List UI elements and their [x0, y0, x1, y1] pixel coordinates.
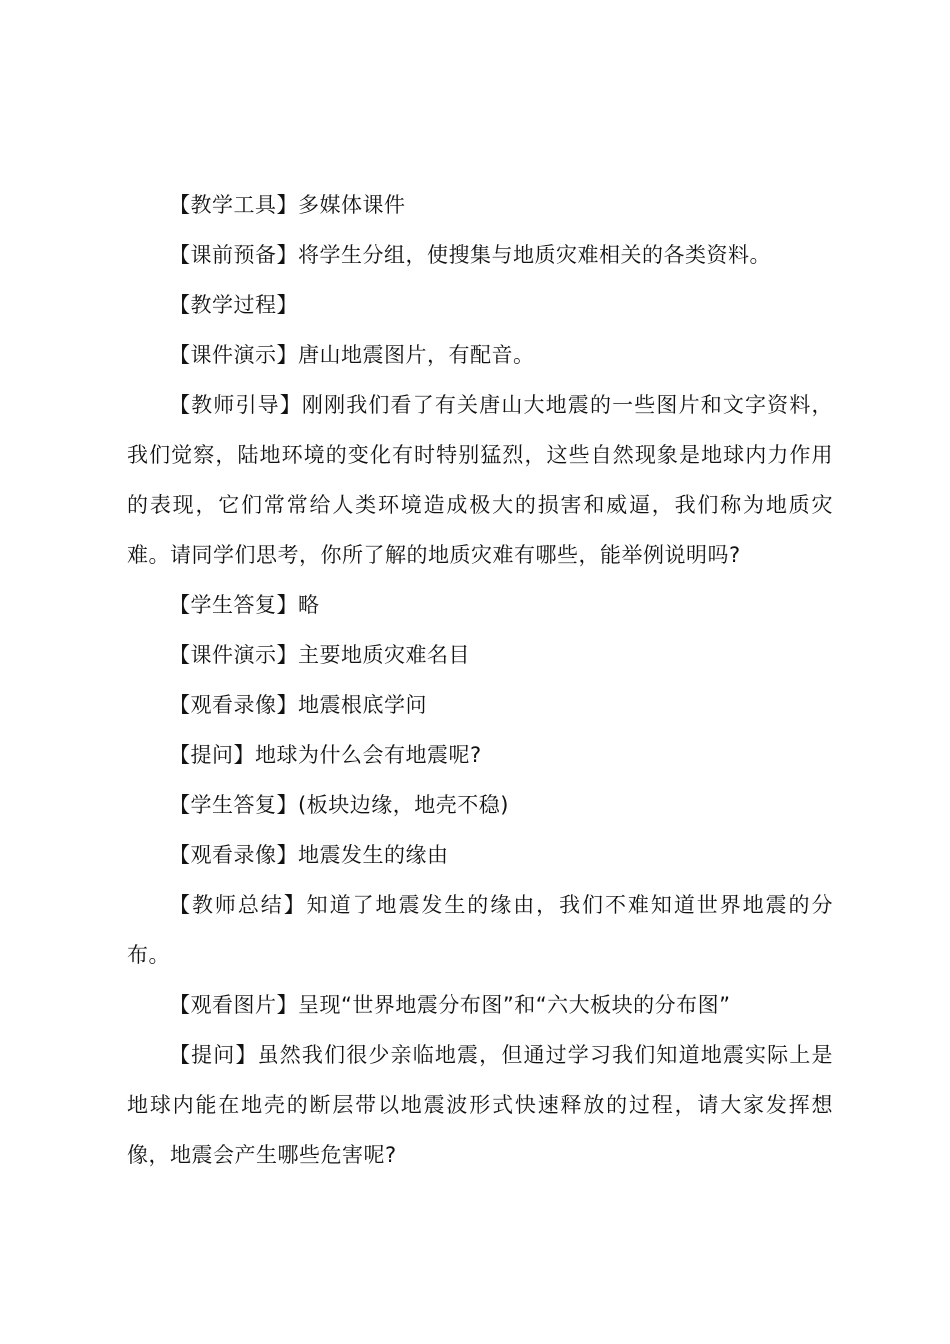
paragraph-watch-video-2: 【观看录像】地震发生的缘由 — [169, 843, 449, 867]
paragraph-courseware-demo-2: 【课件演示】主要地质灾难名目 — [169, 643, 470, 667]
paragraph-teaching-process: 【教学过程】 — [169, 293, 298, 317]
paragraph-preparation: 【课前预备】将学生分组，使搜集与地质灾难相关的各类资料。 — [169, 243, 771, 267]
paragraph-question-1: 【提问】地球为什么会有地震呢? — [169, 743, 482, 767]
paragraph-view-pictures: 【观看图片】呈现“世界地震分布图”和“六大板块的分布图” — [169, 993, 731, 1017]
paragraph-courseware-demo-1: 【课件演示】唐山地震图片，有配音。 — [169, 343, 535, 367]
paragraph-teaching-tools: 【教学工具】多媒体课件 — [169, 193, 406, 217]
paragraph-watch-video-1: 【观看录像】地震根底学问 — [169, 693, 427, 717]
paragraph-student-answer-1: 【学生答复】略 — [169, 593, 320, 617]
paragraph-teacher-guidance: 【教师引导】刚刚我们看了有关唐山大地震的一些图片和文字资料，我们觉察，陆地环境的变化有时特别猛烈，这些自然现象是地球内力作用的表现，它们常常给人类环境造成极大的损害和威逼，我们称为地质灾难。请同学们思考，你所了解的地质灾难有哪些，能举例说明吗? — [127, 393, 833, 567]
document-body — [127, 180, 833, 1180]
paragraph-teacher-summary: 【教师总结】知道了地震发生的缘由，我们不难知道世界地震的分布。 — [127, 893, 833, 967]
paragraph-question-2: 【提问】虽然我们很少亲临地震，但通过学习我们知道地震实际上是地球内能在地壳的断层带以地震波形式快速释放的过程，请大家发挥想像，地震会产生哪些危害呢? — [127, 1043, 833, 1167]
paragraph-student-answer-2: 【学生答复】(板块边缘，地壳不稳) — [169, 793, 509, 817]
